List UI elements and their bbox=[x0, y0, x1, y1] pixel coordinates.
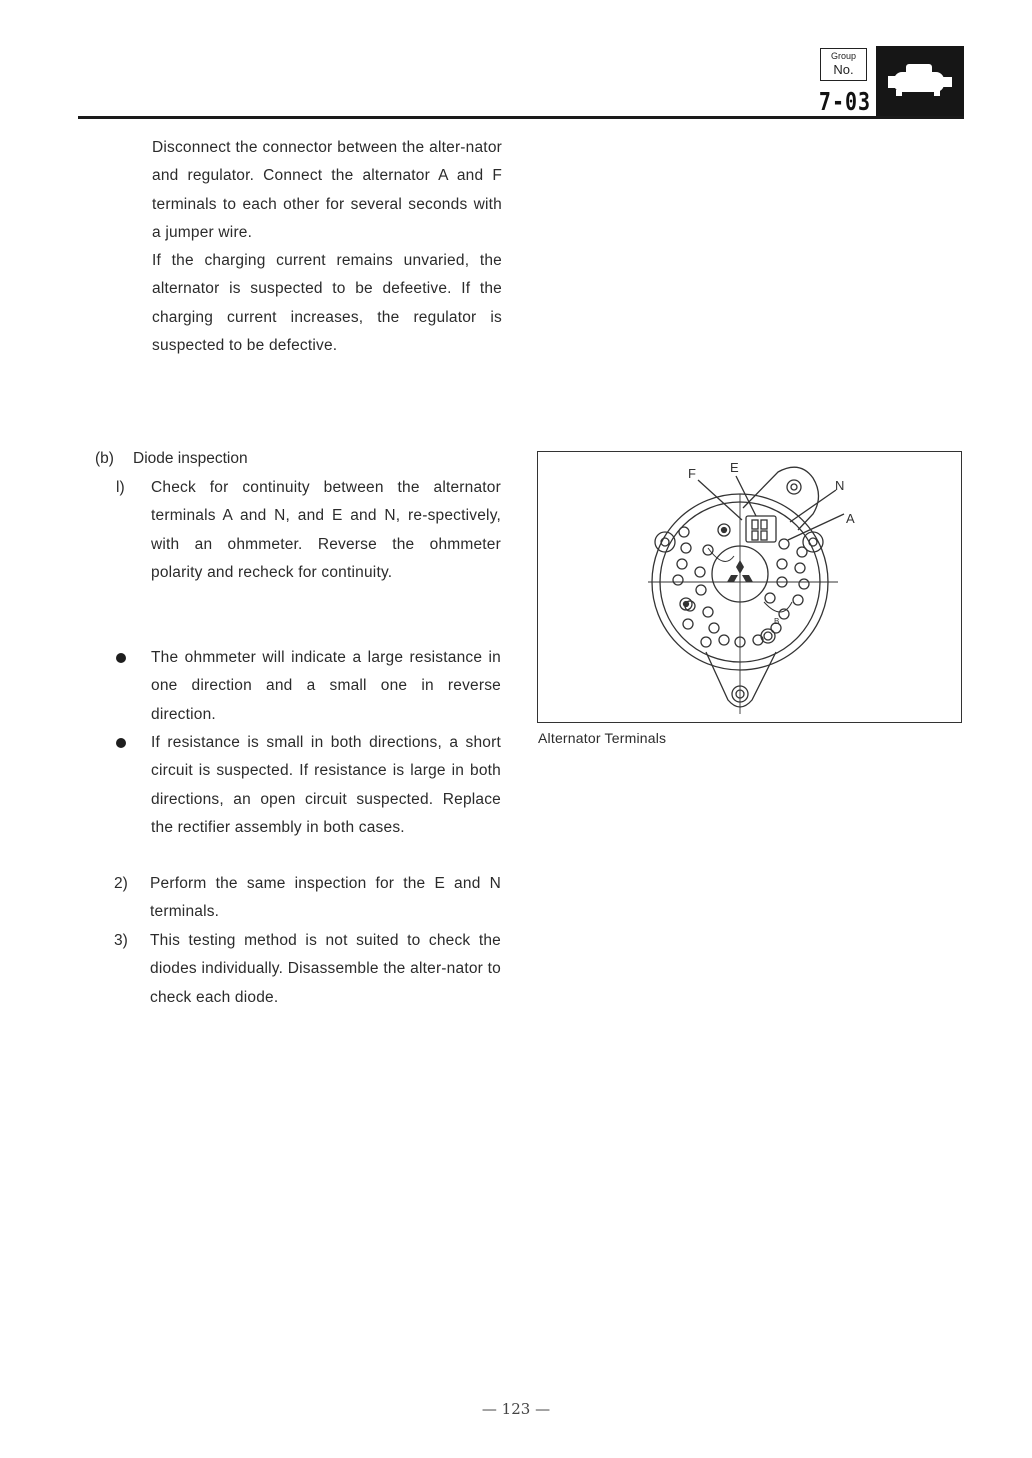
group-number-box bbox=[820, 48, 867, 81]
step-text: Perform the same inspection for the E and N terminals. bbox=[150, 875, 501, 921]
step-marker: l) bbox=[116, 479, 125, 496]
step-text: This testing method is not suited to check the diodes individually. Disassemble the alter-nator to check each diode. bbox=[150, 932, 501, 1006]
bullet-dot bbox=[116, 738, 126, 748]
no-label: No. bbox=[833, 62, 854, 77]
figure-caption: Alternator Terminals bbox=[538, 730, 667, 746]
header-rule bbox=[78, 116, 964, 119]
section-label: (b) bbox=[95, 450, 114, 467]
bullet-text: If resistance is small in both directions, a short circuit is suspected. If resistance is large in both directions, an open circuit suspected. Replace the rectifier assembly in both cases. bbox=[151, 734, 501, 836]
label-n: N bbox=[835, 478, 845, 493]
section-title: Diode inspection bbox=[133, 450, 248, 467]
alternator-diagram bbox=[538, 452, 963, 724]
step-marker: 2) bbox=[114, 875, 128, 892]
step-marker: 3) bbox=[114, 932, 128, 949]
label-a: A bbox=[846, 511, 855, 526]
bullet-text: The ohmmeter will indicate a large resistance in one direction and a small one in reverse direction. bbox=[151, 649, 501, 723]
label-f: F bbox=[688, 466, 696, 481]
step-text: Check for continuity between the alternator terminals A and N, and E and N, re-spectively, with an ohmmeter. Reverse the ohmmeter polarity and recheck for continuity. bbox=[151, 479, 501, 581]
intro-paragraph-1: Disconnect the connector between the alter-nator and regulator. Connect the alternator A and F terminals to each other for several seconds with a jumper wire. bbox=[152, 139, 502, 241]
group-label: Group bbox=[830, 51, 856, 61]
bullet-dot bbox=[116, 653, 126, 663]
label-e: E bbox=[730, 460, 739, 475]
alternator-figure bbox=[537, 451, 962, 723]
page-number: — 123 — bbox=[481, 1400, 551, 1418]
section-tab bbox=[876, 46, 964, 116]
intro-paragraph-2: If the charging current remains unvaried, the alternator is suspected to be defeetive. If the charging current increases, the regulator is suspected to be defective. bbox=[152, 252, 502, 354]
label-b: B bbox=[774, 617, 780, 626]
starter-motor-icon bbox=[876, 46, 964, 116]
section-number: 7-03 bbox=[818, 86, 872, 116]
